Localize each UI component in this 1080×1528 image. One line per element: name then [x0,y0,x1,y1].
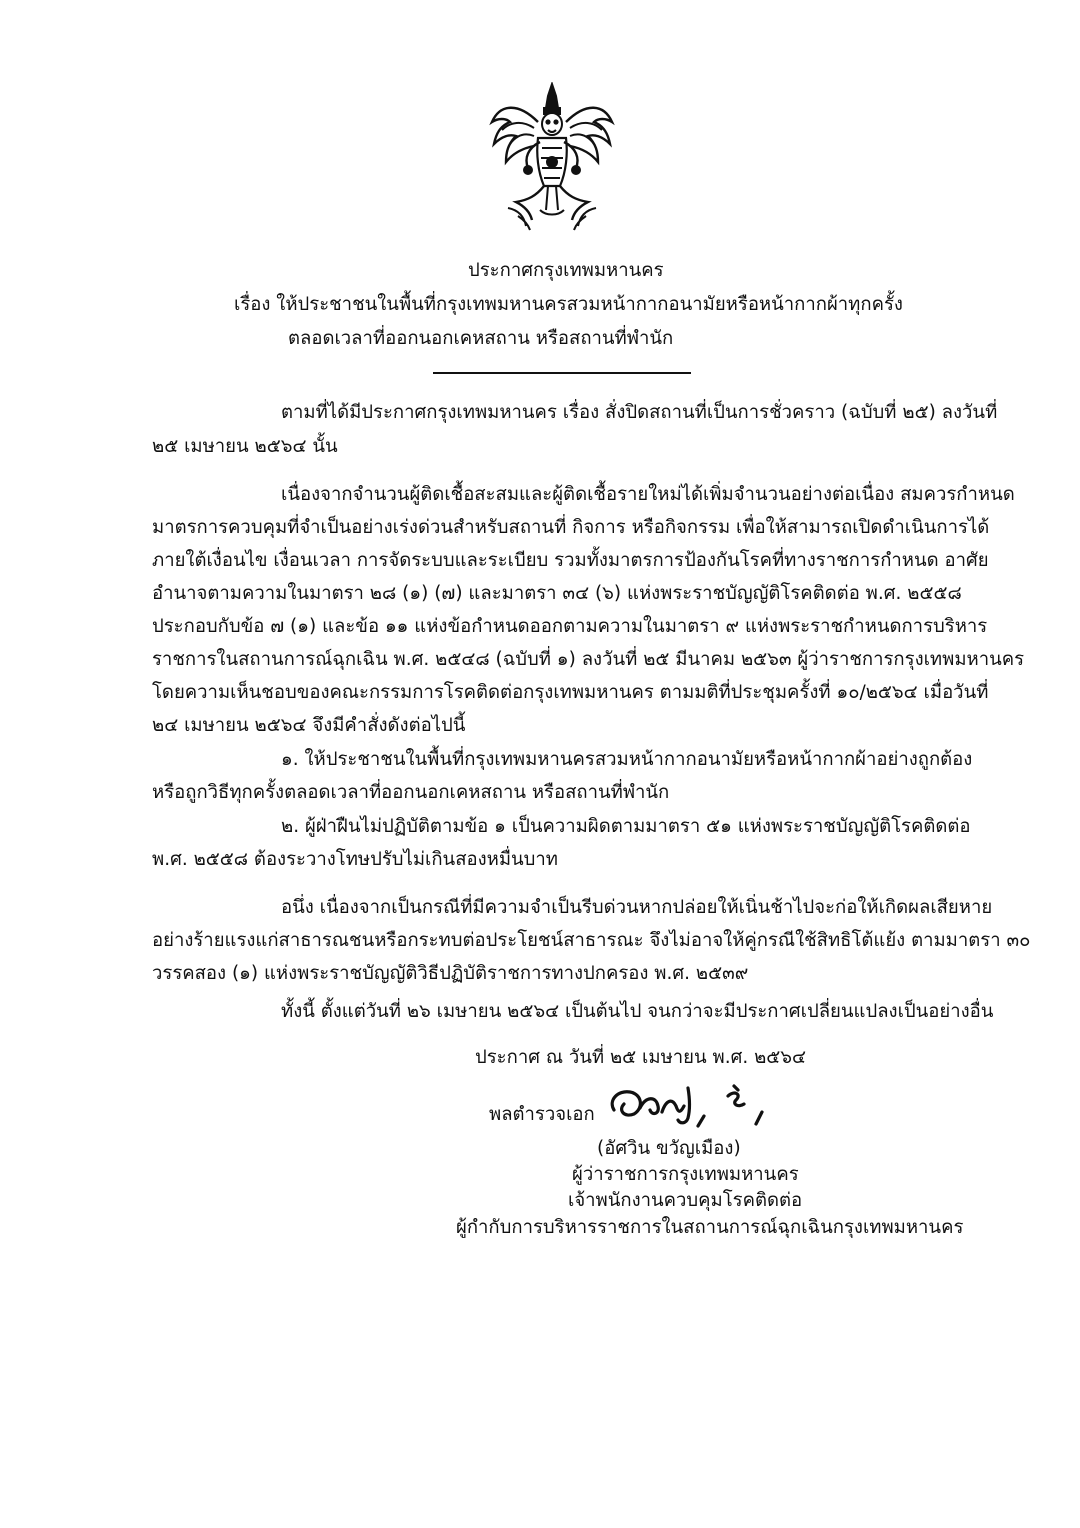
paragraph-2-line-8: ๒๔ เมษายน ๒๕๖๔ จึงมีคำสั่งดังต่อไปนี้ [152,715,466,736]
signatory-position-3: ผู้กำกับการบริหารราชการในสถานการณ์ฉุกเฉินกรุงเทพมหานคร [456,1217,964,1238]
paragraph-2-line-4: อำนาจตามความในมาตรา ๒๘ (๑) (๗) และมาตรา ๓๔ (๖) แห่งพระราชบัญญัติโรคติดต่อ พ.ศ. ๒๕๕๘ [152,583,962,604]
paragraph-2-line-5: ประกอบกับข้อ ๗ (๑) และข้อ ๑๑ แห่งข้อกำหนดออกตามความในมาตรา ๙ แห่งพระราชกำหนดการบริหาร [152,616,988,637]
subject-line-2: ตลอดเวลาที่ออกนอกเคหสถาน หรือสถานที่พำนัก [288,328,674,349]
header-divider [433,372,691,374]
paragraph-1-line-1: ตามที่ได้มีประกาศกรุงเทพมหานคร เรื่อง สั่งปิดสถานที่เป็นการชั่วคราว (ฉบับที่ ๒๕) ลงวันที่ [281,402,998,423]
signatory-rank: พลตำรวจเอก [489,1104,595,1125]
paragraph-2-line-1: เนื่องจากจำนวนผู้ติดเชื้อสะสมและผู้ติดเชื้อรายใหม่ได้เพิ่มจำนวนอย่างต่อเนื่อง สมควรกำหนด [281,484,1015,505]
effective-date-paragraph: ทั้งนี้ ตั้งแต่วันที่ ๒๖ เมษายน ๒๕๖๔ เป็นต้นไป จนกว่าจะมีประกาศเปลี่ยนแปลงเป็นอย่างอื่น [281,1001,994,1022]
announcement-date: ประกาศ ณ วันที่ ๒๕ เมษายน พ.ศ. ๒๕๖๔ [475,1047,807,1068]
paragraph-2-line-6: ราชการในสถานการณ์ฉุกเฉิน พ.ศ. ๒๕๔๘ (ฉบับที่ ๑) ลงวันที่ ๒๕ มีนาคม ๒๕๖๓ ผู้ว่าราชการกรุงเทพมหานคร [152,649,1025,670]
order-item-1-line-2: หรือถูกวิธีทุกครั้งตลอดเวลาที่ออกนอกเคหสถาน หรือสถานที่พำนัก [152,782,670,803]
document-title: ประกาศกรุงเทพมหานคร [468,260,664,281]
paragraph-3-line-3: วรรคสอง (๑) แห่งพระราชบัญญัติวิธีปฏิบัติราชการทางปกครอง พ.ศ. ๒๕๓๙ [152,963,749,984]
paragraph-1-line-2: ๒๕ เมษายน ๒๕๖๔ นั้น [152,436,338,457]
paragraph-2-line-2: มาตรการควบคุมที่จำเป็นอย่างเร่งด่วนสำหรับสถานที่ กิจการ หรือกิจกรรม เพื่อให้สามารถเปิดดำเนินการได้ [152,517,990,538]
order-item-2-line-1: ๒. ผู้ฝ่าฝืนไม่ปฏิบัติตามข้อ ๑ เป็นความผิดตามมาตรา ๕๑ แห่งพระราชบัญญัติโรคติดต่อ [281,816,971,837]
paragraph-3-line-2: อย่างร้ายแรงแก่สาธารณชนหรือกระทบต่อประโยชน์สาธารณะ จึงไม่อาจให้คู่กรณีใช้สิทธิโต้แย้ง ตามมาตรา ๓๐ [152,930,1031,951]
signatory-position-1: ผู้ว่าราชการกรุงเทพมหานคร [572,1164,799,1185]
garuda-emblem-icon [488,82,616,232]
paragraph-2-line-7: โดยความเห็นชอบของคณะกรรมการโรคติดต่อกรุงเทพมหานคร ตามมติที่ประชุมครั้งที่ ๑๐/๒๕๖๔ เมื่อวันที่ [152,682,989,703]
paragraph-2-line-3: ภายใต้เงื่อนไข เงื่อนเวลา การจัดระบบและระเบียบ รวมทั้งมาตรการป้องกันโรคที่ทางราชการกำหนด อาศัย [152,550,989,571]
paragraph-3-line-1: อนึ่ง เนื่องจากเป็นกรณีที่มีความจำเป็นรีบด่วนหากปล่อยให้เนิ่นช้าไปจะก่อให้เกิดผลเสียหาย [281,897,993,918]
signatory-position-2: เจ้าพนักงานควบคุมโรคติดต่อ [568,1190,803,1211]
order-item-1-line-1: ๑. ให้ประชาชนในพื้นที่กรุงเทพมหานครสวมหน้ากากอนามัยหรือหน้ากากผ้าอย่างถูกต้อง [281,749,973,770]
handwritten-signature [600,1076,800,1134]
signatory-name: (อัศวิน ขวัญเมือง) [597,1138,741,1159]
subject-line-1: เรื่อง ให้ประชาชนในพื้นที่กรุงเทพมหานครสวมหน้ากากอนามัยหรือหน้ากากผ้าทุกครั้ง [234,294,903,315]
order-item-2-line-2: พ.ศ. ๒๕๕๘ ต้องระวางโทษปรับไม่เกินสองหมื่นบาท [152,849,558,870]
